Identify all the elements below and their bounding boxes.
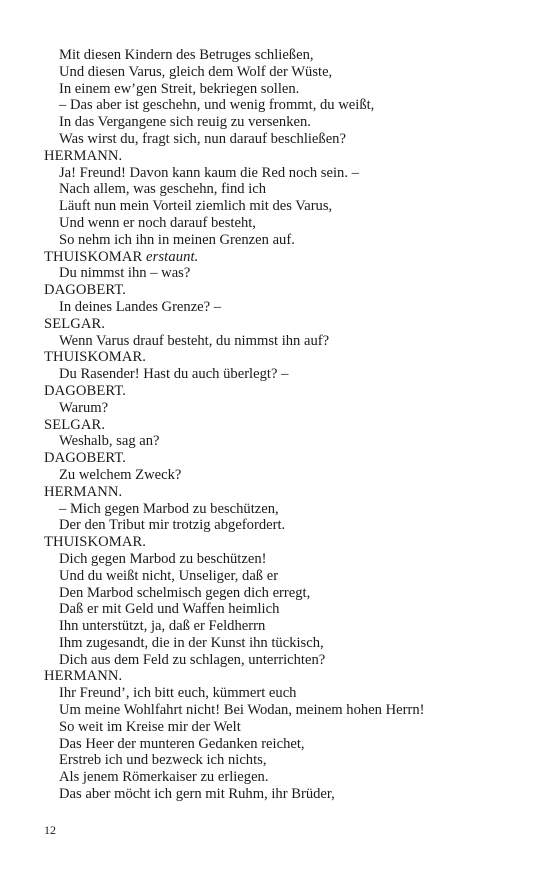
verse-text: Daß er mit Geld und Waffen heimlich — [59, 601, 280, 618]
speaker-label: THUISKOMAR. — [44, 534, 147, 551]
speaker-label: DAGOBERT. — [44, 282, 127, 299]
verse-line — [44, 501, 514, 518]
verse-text: Das aber möcht ich gern mit Ruhm, ihr Brüder, — [59, 786, 335, 803]
verse-line — [44, 198, 514, 215]
verse-line — [44, 81, 514, 98]
verse-line — [44, 299, 514, 316]
verse-line — [44, 736, 514, 753]
verse-text: So nehm ich ihn in meinen Grenzen auf. — [59, 231, 295, 248]
verse-line — [44, 618, 514, 635]
verse-text: Und wenn er noch darauf besteht, — [59, 214, 256, 231]
verse-line — [44, 551, 514, 568]
verse-text: Ihr Freund’, ich bitt euch, kümmert euch — [59, 685, 297, 702]
verse-line — [44, 131, 514, 148]
verse-line — [44, 685, 514, 702]
verse-line — [44, 601, 514, 618]
verse-text: In das Vergangene sich reuig zu versenken. — [59, 114, 311, 131]
verse-text: In einem ew’gen Streit, bekriegen sollen. — [59, 80, 300, 97]
verse-line — [44, 786, 514, 803]
verse-line — [44, 433, 514, 450]
verse-text: Warum? — [59, 399, 109, 416]
verse-line — [44, 568, 514, 585]
verse-line — [44, 181, 514, 198]
verse-text: Ihn unterstützt, ja, daß er Feldherrn — [59, 618, 266, 635]
verse-text: Als jenem Römerkaiser zu erliegen. — [59, 769, 269, 786]
speaker-name — [44, 668, 514, 685]
speaker-name — [44, 249, 514, 266]
verse-line — [44, 232, 514, 249]
verse-text: Läuft nun mein Vorteil ziemlich mit des Varus, — [59, 198, 333, 215]
verse-text: Ja! Freund! Davon kann kaum die Red noch sein. – — [59, 164, 359, 181]
verse-text: Zu welchem Zweck? — [59, 466, 182, 483]
verse-line — [44, 467, 514, 484]
speaker-name — [44, 282, 514, 299]
stage-direction: erstaunt. — [146, 248, 199, 265]
verse-text: Dich gegen Marbod zu beschützen! — [59, 550, 267, 567]
verse-line — [44, 366, 514, 383]
speaker-name — [44, 450, 514, 467]
verse-line — [44, 719, 514, 736]
verse-text: Den Marbod schelmisch gegen dich erregt, — [59, 584, 311, 601]
verse-line — [44, 702, 514, 719]
verse-line — [44, 47, 514, 64]
verse-text: Und du weißt nicht, Unseliger, daß er — [59, 567, 279, 584]
speaker-label: HERMANN. — [44, 147, 123, 164]
verse-line — [44, 64, 514, 81]
verse-text: Wenn Varus drauf besteht, du nimmst ihn auf? — [59, 332, 330, 349]
verse-text: Dich aus dem Feld zu schlagen, unterrichten? — [59, 651, 326, 668]
verse-line — [44, 585, 514, 602]
verse-text: So weit im Kreise mir der Welt — [59, 718, 241, 735]
verse-text: Mit diesen Kindern des Betruges schließen, — [59, 47, 314, 63]
speaker-label: SELGAR. — [44, 416, 106, 433]
speaker-label: THUISKOMAR — [44, 248, 143, 265]
verse-line — [44, 165, 514, 182]
verse-text: Das Heer der munteren Gedanken reichet, — [59, 735, 305, 752]
speaker-name — [44, 417, 514, 434]
speaker-name — [44, 534, 514, 551]
speaker-label: SELGAR. — [44, 315, 106, 332]
speaker-label: THUISKOMAR. — [44, 349, 147, 366]
verse-line — [44, 517, 514, 534]
verse-text: Erstreb ich und bezweck ich nichts, — [59, 752, 267, 769]
verse-text: – Mich gegen Marbod zu beschützen, — [59, 500, 279, 517]
speaker-label: HERMANN. — [44, 483, 123, 500]
verse-line — [44, 752, 514, 769]
verse-text: Was wirst du, fragt sich, nun darauf beschließen? — [59, 130, 346, 147]
verse-line — [44, 215, 514, 232]
speaker-name — [44, 148, 514, 165]
play-text — [44, 47, 514, 803]
speaker-name — [44, 383, 514, 400]
verse-text: In deines Landes Grenze? – — [59, 298, 222, 315]
verse-text: Du Rasender! Hast du auch überlegt? – — [59, 366, 289, 383]
speaker-name — [44, 349, 514, 366]
verse-line — [44, 769, 514, 786]
verse-text: – Das aber ist geschehn, und wenig frommt, du weißt, — [59, 97, 375, 114]
verse-line — [44, 114, 514, 131]
verse-text: Um meine Wohlfahrt nicht! Bei Wodan, meinem hohen Herrn! — [59, 702, 425, 719]
speaker-label: DAGOBERT. — [44, 450, 127, 467]
verse-line — [44, 333, 514, 350]
page-number: 12 — [44, 823, 56, 837]
verse-line — [44, 265, 514, 282]
speaker-label: HERMANN. — [44, 668, 123, 685]
verse-line — [44, 635, 514, 652]
speaker-name — [44, 484, 514, 501]
speaker-name — [44, 316, 514, 333]
verse-text: Du nimmst ihn – was? — [59, 265, 191, 282]
verse-line — [44, 97, 514, 114]
verse-text: Der den Tribut mir trotzig abgefordert. — [59, 517, 286, 534]
verse-text: Ihm zugesandt, die in der Kunst ihn tückisch, — [59, 634, 324, 651]
verse-text: Weshalb, sag an? — [59, 433, 160, 450]
verse-text: Nach allem, was geschehn, find ich — [59, 181, 267, 198]
verse-line — [44, 652, 514, 669]
speaker-label: DAGOBERT. — [44, 382, 127, 399]
verse-text: Und diesen Varus, gleich dem Wolf der Wüste, — [59, 63, 333, 80]
verse-line — [44, 400, 514, 417]
